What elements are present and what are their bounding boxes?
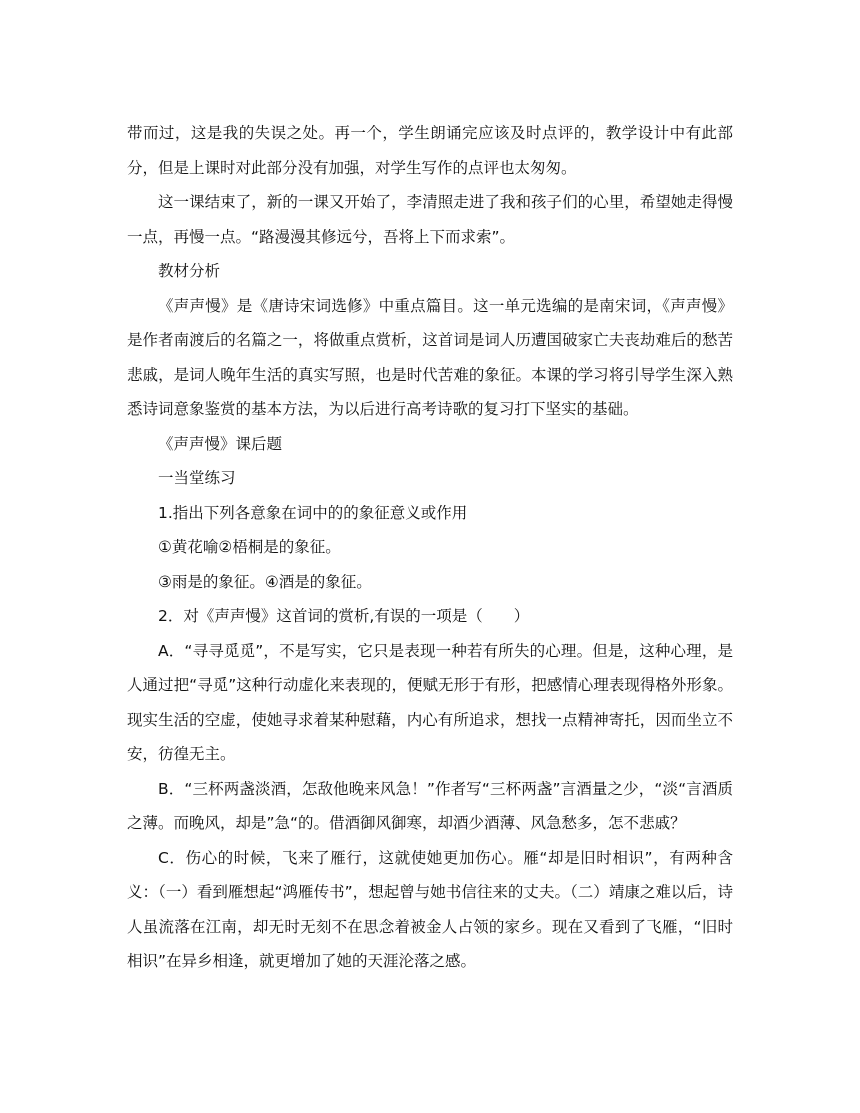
paragraph-2: 这一课结束了，新的一课又开始了，李清照走进了我和孩子们的心里，希望她走得慢一点，再慢一点。“路漫漫其修远兮，吾将上下而求索”。 <box>127 193 733 246</box>
question-1: 1.指出下列各意象在词中的的象征意义或作用 <box>158 503 468 522</box>
question-1-items-a: ①黄花喻②梧桐是的象征。 <box>158 538 341 556</box>
question-2: 2．对《声声慢》这首词的赏析,有误的一项是（ ） <box>158 607 530 625</box>
paragraph-1: 带而过，这是我的失误之处。再一个，学生朗诵完应该及时点评的，教学设计中有此部分，但是上课时对此部分没有加强，对学生写作的点评也太匆匆。 <box>127 124 733 177</box>
document-body <box>127 116 733 979</box>
question-1-items-b: ③雨是的象征。④酒是的象征。 <box>158 572 372 591</box>
heading-textbook-analysis: 教材分析 <box>158 262 221 280</box>
option-a: A．“寻寻觅觅”，不是写实，它只是表现一种若有所失的心理。但是，这种心理，是人通过把“寻觅”这种行动虚化来表现的，便赋无形于有形，把感情心理表现得格外形象。现实生活的空虚，使她寻求着某种慰藉，内心有所追求，想找一点精神寄托，因而坐立不安，彷徨无主。 <box>127 641 733 763</box>
heading-exercises: 《声声慢》课后题 <box>158 434 283 453</box>
option-b: B．“三杯两盏淡酒，怎敌他晚来风急！”作者写“三杯两盏”言酒量之少，“淡“言酒质之薄。而晚风，却是”急“的。借酒御风御寒，却酒少酒薄、风急愁多，怎不悲戚？ <box>127 779 733 832</box>
paragraph-analysis: 《声声慢》是《唐诗宋词选修》中重点篇目。这一单元选编的是南宋词，《声声慢》是作者南渡后的名篇之一，将做重点赏析，这首词是词人历遭国破家亡夫丧劫难后的愁苦悲戚，是词人晚年生活的真实写照，也是时代苦难的象征。本课的学习将引导学生深入熟悉诗词意象鉴赏的基本方法，为以后进行高考诗歌的复习打下坚实的基础。 <box>127 296 733 418</box>
option-c: C．伤心的时候，飞来了雁行，这就使她更加伤心。雁“却是旧时相识”，有两种含义：（一）看到雁想起“鸿雁传书”，想起曾与她书信往来的丈夫。（二）靖康之难以后，诗人虽流落在江南，却无时无刻不在思念着被金人占领的家乡。现在又看到了飞雁，“旧时相识”在异乡相逢，就更增加了她的天涯沦落之感。 <box>127 848 733 970</box>
heading-in-class-practice: 一当堂练习 <box>158 469 236 487</box>
